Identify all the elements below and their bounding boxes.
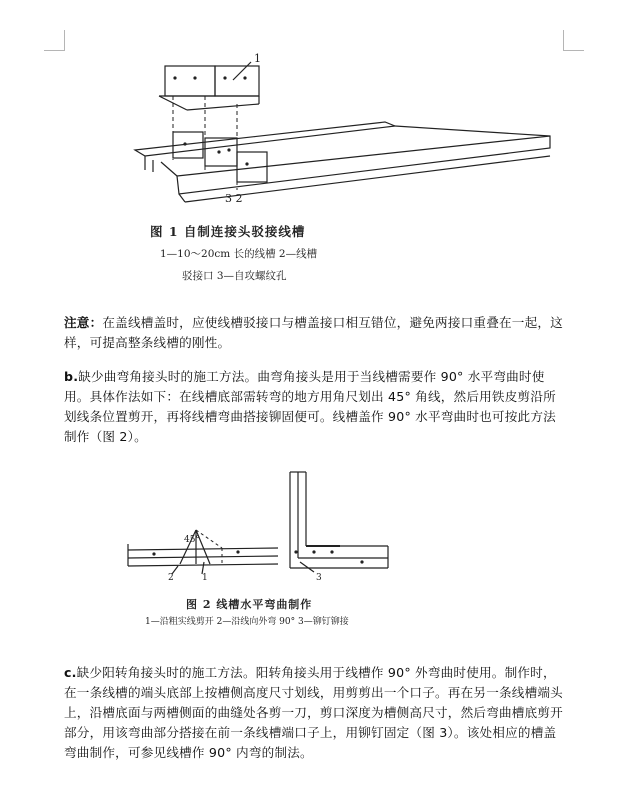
figure-1-caption-line-2: 1—10～20cm 长的线槽 2—线槽 xyxy=(160,248,318,260)
figure-2-drawing xyxy=(118,462,418,582)
note-text: 在盖线槽盖时，应使线槽驳接口与槽盖接口相互错位，避免两接口重叠在一起，这样，可提高整条线槽的刚性。 xyxy=(64,315,563,350)
fig1-label-1: 1 xyxy=(254,52,261,65)
fig1-top-plate-left xyxy=(165,66,215,96)
figure-1-caption-title: 图 1 自制连接头驳接线槽 xyxy=(150,224,306,239)
figure-1-svg xyxy=(125,52,565,212)
section-b-text: 缺少曲弯角接头时的施工方法。曲弯角接头是用于当线槽需要作 90° 水平弯曲时使用。具体作法如下：在线槽底部需转弯的地方用角尺划出 45° 角线，然后用铁皮剪沿所划线条位置剪开，再将线槽弯曲搭接铆固便可。线槽盖作 90° 水平弯曲时也可按此方法制作（图 2）。 xyxy=(64,369,556,444)
figure-1-drawing xyxy=(125,52,565,212)
fig2-label-1: 1 xyxy=(202,573,208,582)
fig1-trunk-side xyxy=(177,136,550,194)
crop-mark-top-left xyxy=(44,30,65,51)
figure-2-caption-line-2: 1—沿粗实线剪开 2—沿线向外弯 90° 3—铆钉铆接 xyxy=(145,617,349,627)
note-label: 注意： xyxy=(64,315,103,330)
fig2-label-3: 3 xyxy=(316,573,322,582)
fig1-label-3-2: 3 2 xyxy=(225,192,243,205)
fig1-top-plate-right xyxy=(215,66,259,96)
fig2-label-angle: 45° xyxy=(184,535,200,545)
section-c-paragraph xyxy=(64,663,564,763)
figure-1-caption-line-3: 驳接口 3—自攻螺纹孔 xyxy=(182,270,287,282)
fig2-label-2: 2 xyxy=(168,573,174,582)
crop-mark-top-right xyxy=(563,30,584,51)
figure-2-svg xyxy=(118,462,418,582)
figure-2-caption-title: 图 2 线槽水平弯曲制作 xyxy=(186,598,313,611)
section-c-label: c. xyxy=(64,665,77,680)
section-b-label: b. xyxy=(64,369,79,384)
note-paragraph xyxy=(64,313,564,353)
fig1-trunk-top-edge xyxy=(135,122,395,156)
section-c-text: 缺少阳转角接头时的施工方法。阳转角接头用于线槽作 90° 外弯曲时使用。制作时，在一条线槽的端头底部上按槽侧高度尺寸划线，用剪剪出一个口子。再在另一条线槽端头上，沿槽底面与两槽侧面的曲缝处各剪一刀，剪口深度为槽侧高尺寸，然后弯曲槽底剪开部分，用该弯曲部分搭接在前一条线槽端口子上，用铆钉固定（图 3）。该处相应的槽盖弯曲制作，可参见线槽作 90° 内弯的制法。 xyxy=(64,665,563,760)
section-b-paragraph xyxy=(64,367,564,447)
